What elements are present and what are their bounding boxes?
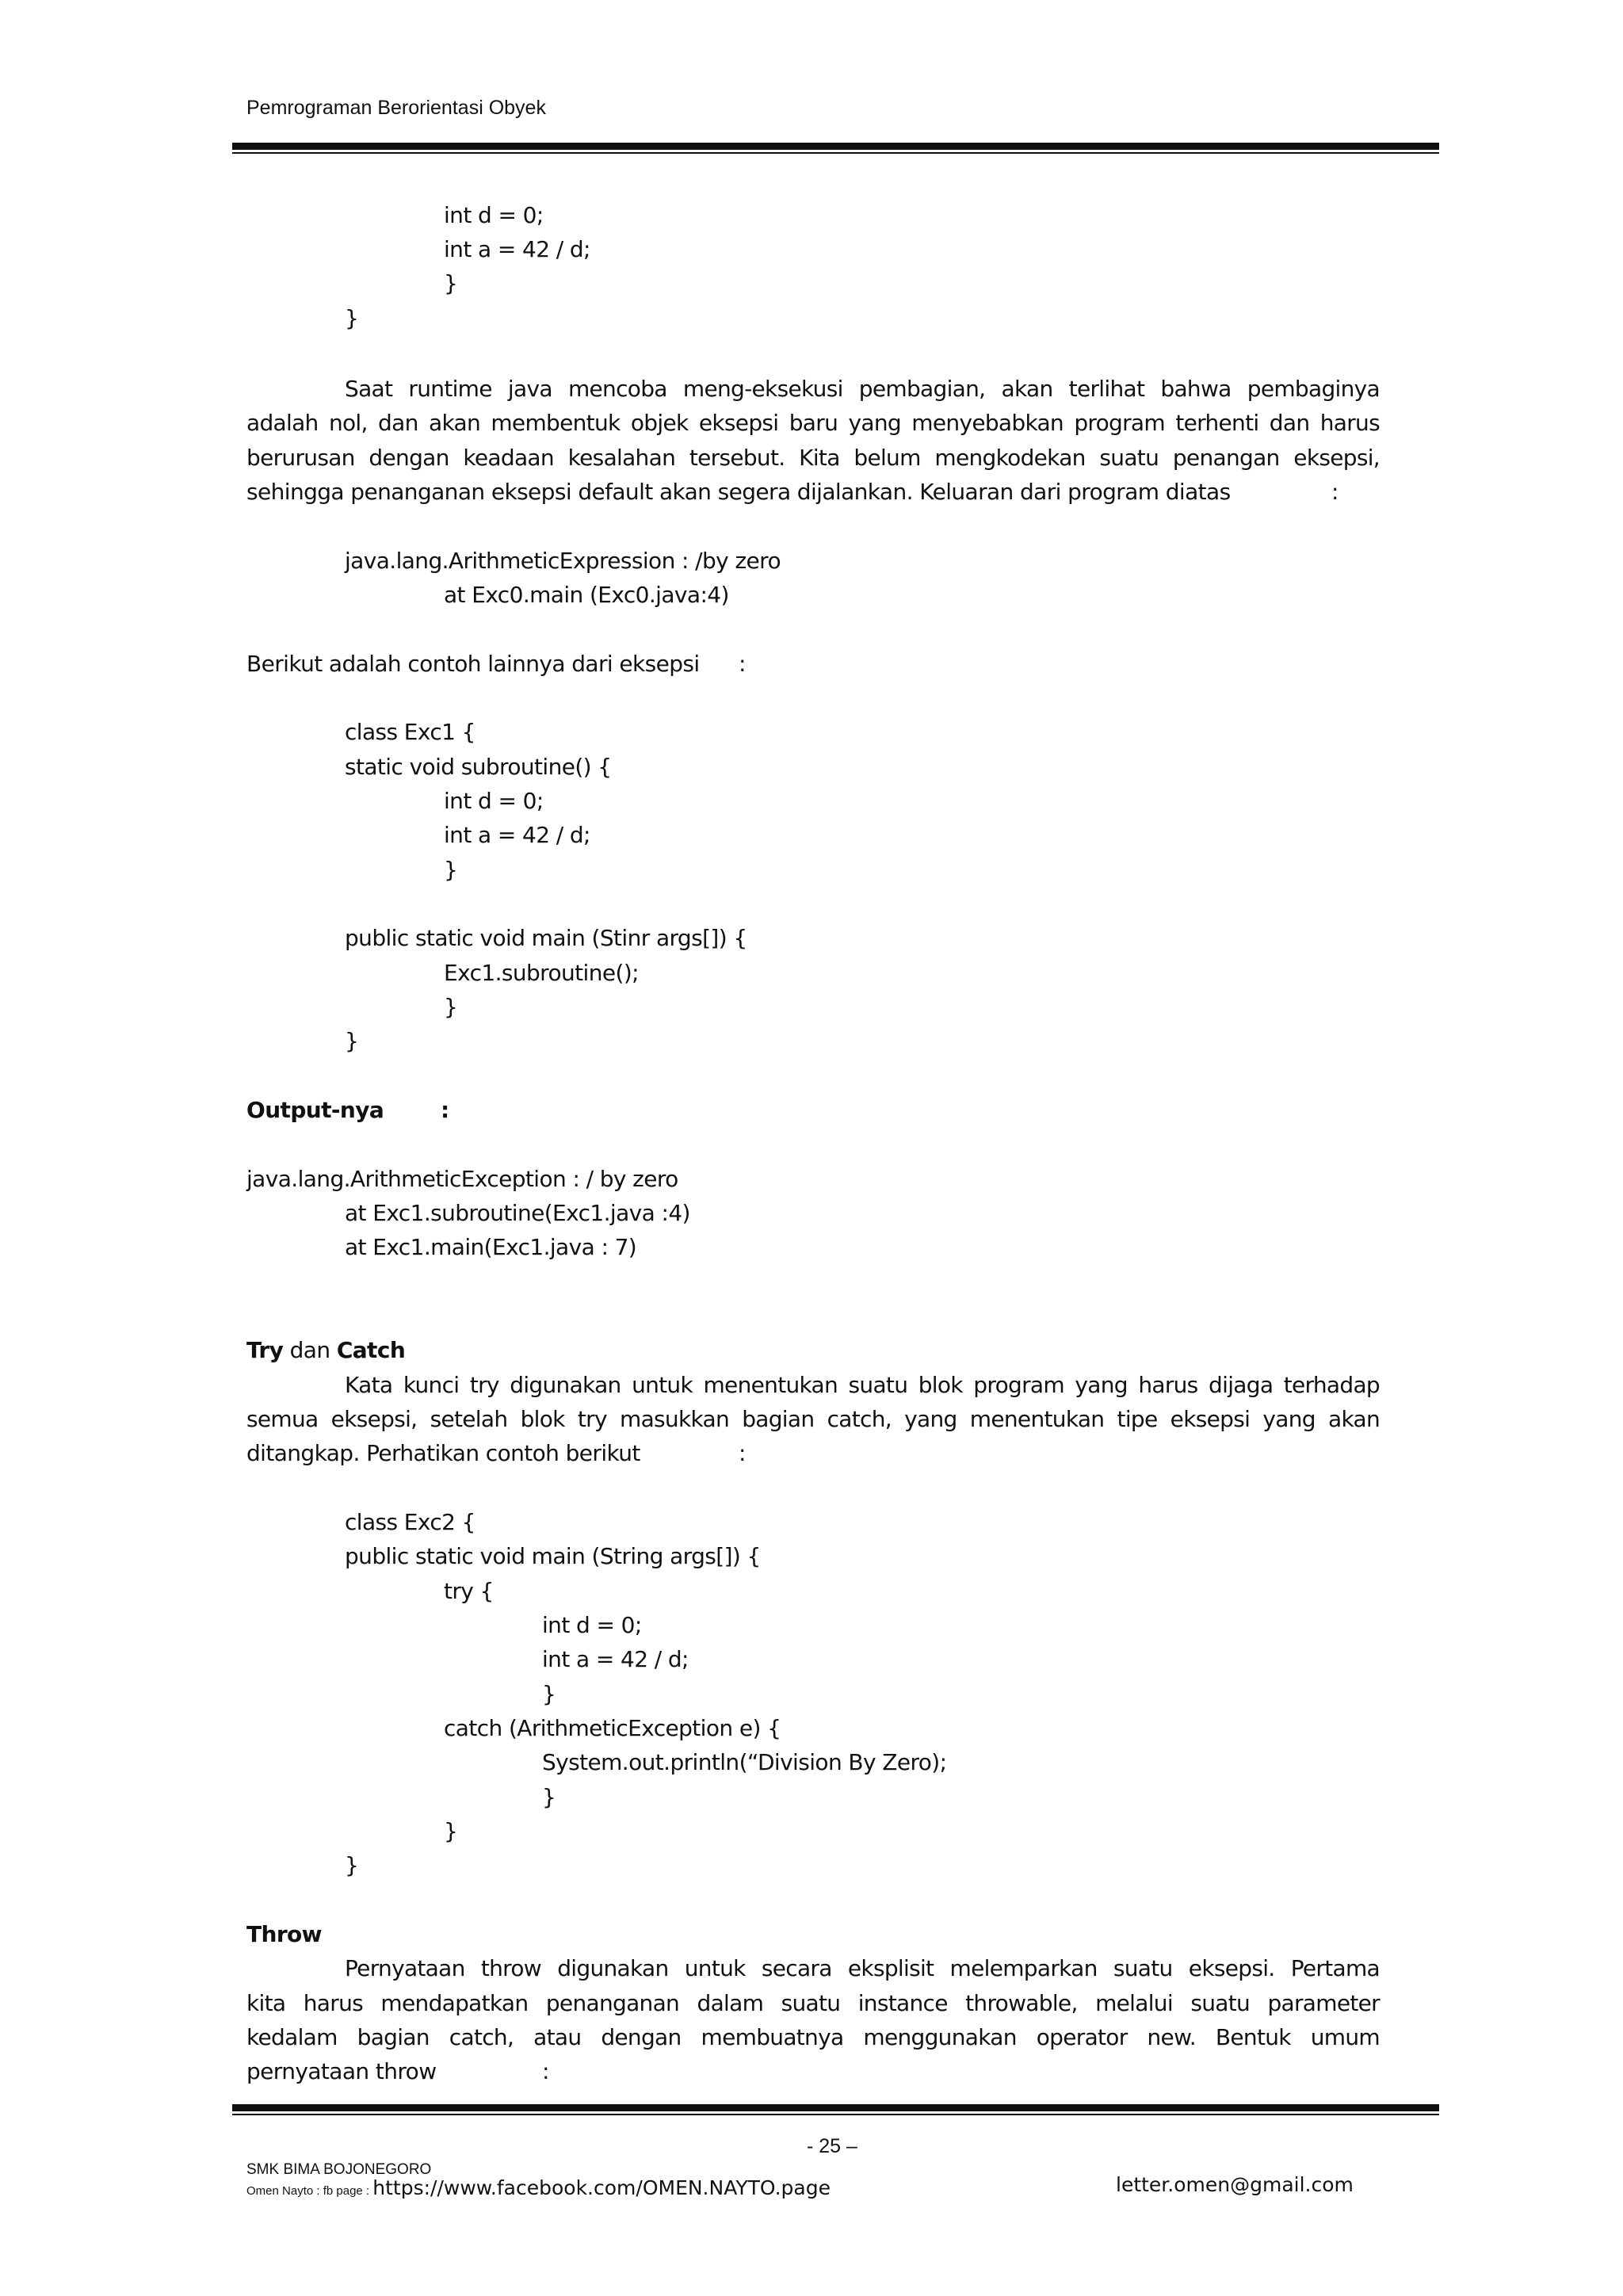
code-line: public static void main (String args[]) { — [345, 1543, 761, 1569]
output-label: Output-nya — [246, 1097, 384, 1123]
code-line: public static void main (Stinr args[]) { — [345, 925, 747, 951]
output-line: at Exc1.subroutine(Exc1.java :4) — [345, 1200, 690, 1226]
intro-text: Berikut adalah contoh lainnya dari eksepsi — [246, 651, 700, 677]
code-line: catch (ArithmeticException e) { — [444, 1715, 781, 1741]
heading-dan: dan — [289, 1337, 330, 1363]
code-line: int d = 0; — [444, 788, 544, 814]
footer-school: SMK BIMA BOJONEGORO — [246, 2161, 432, 2178]
code-line: } — [345, 305, 359, 331]
output-line: java.lang.ArithmeticExpression : /by zero — [345, 548, 781, 574]
code-line: } — [444, 270, 458, 296]
output-line: at Exc0.main (Exc0.java:4) — [444, 582, 729, 608]
author-prefix: Omen Nayto : fb page : — [246, 2184, 370, 2198]
code-line: int a = 42 / d; — [444, 236, 590, 262]
colon: : — [739, 1440, 746, 1466]
paragraph-line: semua eksepsi, setelah blok try masukkan bagian catch, yang menentukan tipe eksepsi yang akan — [246, 1406, 1380, 1432]
code-line: } — [345, 1028, 359, 1054]
paragraph-line: pernyataan throw — [246, 2058, 437, 2084]
colon: : — [739, 651, 746, 677]
code-line: try { — [444, 1578, 494, 1604]
output-line: java.lang.ArithmeticException : / by zero — [246, 1166, 678, 1192]
code-line: } — [444, 857, 458, 883]
colon: : — [1331, 479, 1338, 505]
code-line: } — [542, 1784, 556, 1810]
section-heading-throw: Throw — [246, 1921, 322, 1947]
paragraph-line: adalah nol, dan akan membentuk objek eksepsi baru yang menyebabkan program terhenti dan harus — [246, 410, 1380, 436]
paragraph-line: berurusan dengan keadaan kesalahan tersebut. Kita belum mengkodekan suatu penangan eksepsi, — [246, 445, 1380, 471]
paragraph-line: Saat runtime java mencoba meng-eksekusi pembagian, akan terlihat bahwa pembaginya — [345, 376, 1380, 402]
footer-rule — [232, 2104, 1439, 2115]
paragraph-line: kedalam bagian catch, atau dengan membuatnya menggunakan operator new. Bentuk umum — [246, 2024, 1380, 2050]
page-number: - 25 – — [807, 2135, 857, 2157]
code-line: System.out.println(“Division By Zero); — [542, 1749, 947, 1775]
code-line: } — [444, 994, 458, 1020]
paragraph-line: ditangkap. Perhatikan contoh berikut — [246, 1440, 640, 1466]
code-line: int d = 0; — [444, 202, 544, 228]
paragraph-line: sehingga penanganan eksepsi default akan segera dijalankan. Keluaran dari program diatas — [246, 479, 1231, 505]
code-line: class Exc2 { — [345, 1509, 475, 1535]
facebook-link[interactable]: https://www.facebook.com/OMEN.NAYTO.page — [372, 2176, 831, 2199]
header-rule — [232, 143, 1439, 154]
email-link[interactable]: letter.omen@gmail.com — [1116, 2173, 1354, 2196]
running-header-title: Pemrograman Berorientasi Obyek — [246, 97, 546, 119]
code-line: class Exc1 { — [345, 719, 475, 745]
colon: : — [441, 1097, 449, 1123]
code-line: static void subroutine() { — [345, 754, 612, 780]
output-line: at Exc1.main(Exc1.java : 7) — [345, 1234, 637, 1260]
heading-try: Try — [246, 1337, 284, 1363]
code-line: } — [542, 1681, 556, 1707]
paragraph-line: kita harus mendapatkan penanganan dalam suatu instance throwable, melalui suatu parameter — [246, 1990, 1380, 2016]
footer-author — [246, 2176, 831, 2203]
code-line: int a = 42 / d; — [444, 822, 590, 848]
code-line: int a = 42 / d; — [542, 1646, 689, 1672]
colon: : — [542, 2058, 549, 2084]
paragraph-line: Kata kunci try digunakan untuk menentukan suatu blok program yang harus dijaga terhadap — [345, 1372, 1380, 1398]
code-line: int d = 0; — [542, 1612, 642, 1638]
code-line: Exc1.subroutine(); — [444, 960, 639, 986]
heading-catch: Catch — [336, 1337, 406, 1363]
paragraph-line: Pernyataan throw digunakan untuk secara eksplisit melemparkan suatu eksepsi. Pertama — [345, 1955, 1380, 1981]
section-heading-try-catch — [246, 1336, 405, 1365]
code-line: } — [444, 1818, 458, 1844]
code-line: } — [345, 1852, 359, 1878]
